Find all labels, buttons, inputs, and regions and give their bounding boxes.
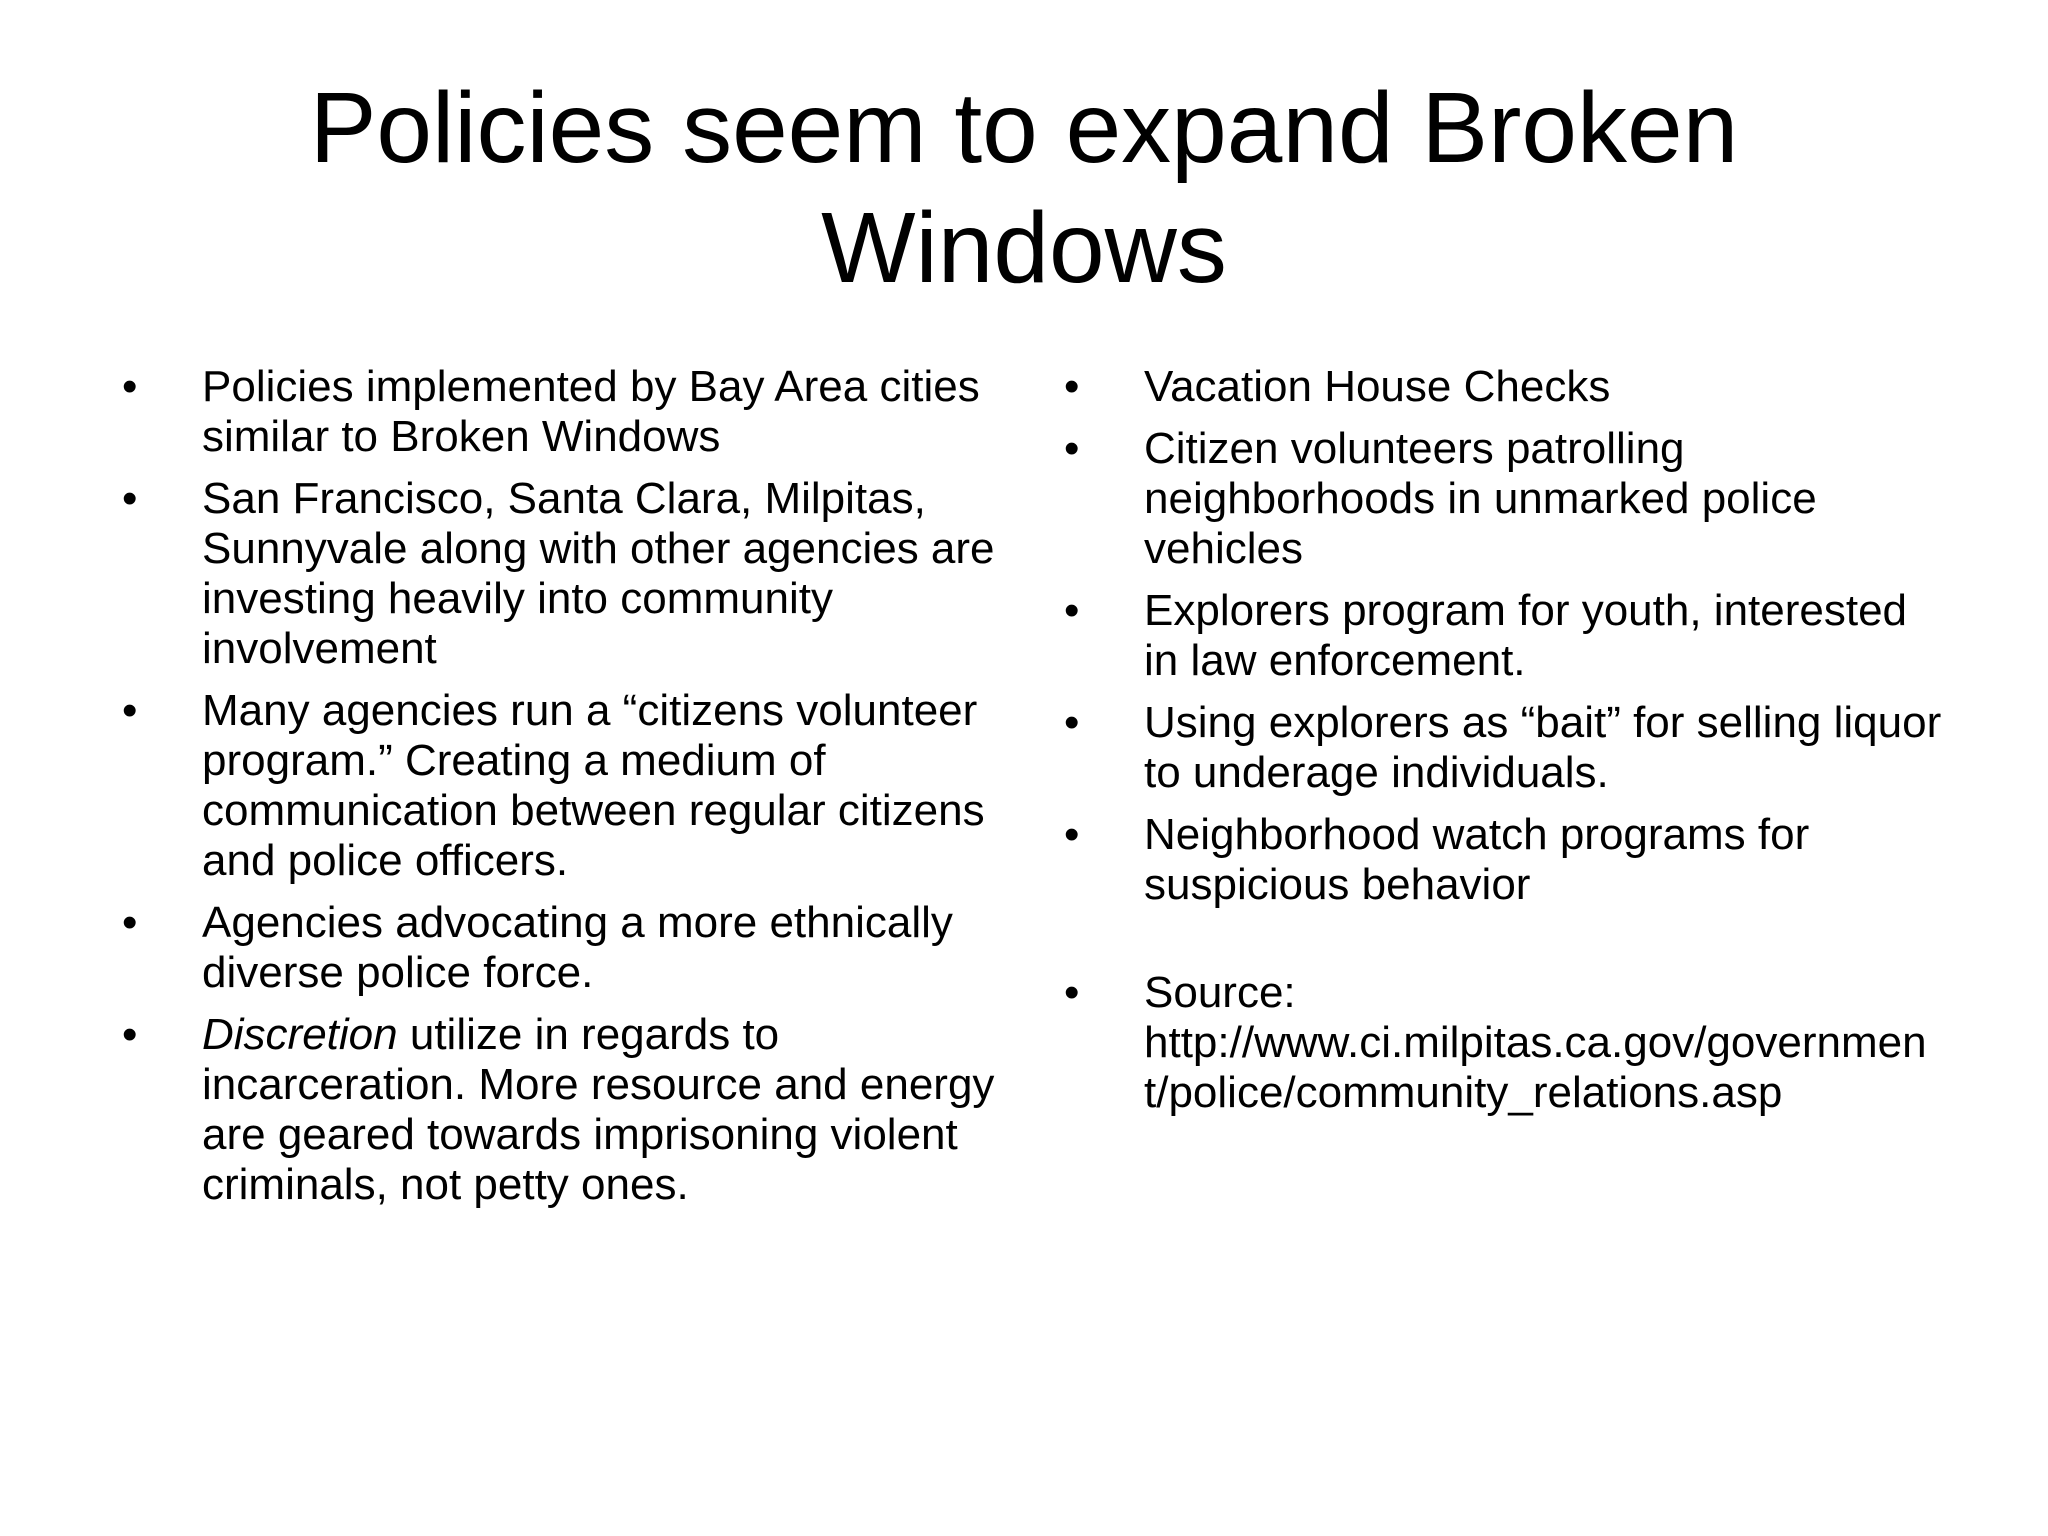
left-bullet-list — [122, 362, 1002, 1222]
bullet-text: Many agencies run a “citizens volunteer program.” Creating a medium of communication between regular citizens and police officers. — [202, 686, 985, 885]
bullet-text: Policies implemented by Bay Area cities similar to Broken Windows — [202, 362, 980, 461]
bullet-text — [202, 1010, 1002, 1210]
bullet-text: Agencies advocating a more ethnically diverse police force. — [202, 898, 953, 997]
bullet-text: Explorers program for youth, interested in law enforcement. — [1144, 586, 1908, 685]
right-bullet-item-4 — [1064, 698, 1946, 798]
left-bullet-item-3 — [122, 686, 1002, 886]
bullet-text: Using explorers as “bait” for selling liquor to underage individuals. — [1144, 698, 1942, 797]
bullet-dot-icon: • — [1064, 698, 1080, 747]
bullet-text: Vacation House Checks — [1144, 362, 1611, 411]
slide-title: Policies seem to expand Broken Windows — [309, 72, 1739, 304]
bullet-text: San Francisco, Santa Clara, Milpitas, Sunnyvale along with other agencies are investing heavily into community involvement — [202, 474, 995, 673]
bullet-dot-icon: • — [1064, 424, 1080, 473]
bullet-dot-icon: • — [1064, 810, 1080, 859]
right-bullet-item-1 — [1064, 362, 1946, 412]
bullet-dot-icon: • — [1064, 362, 1080, 411]
right-bullet-item-3 — [1064, 586, 1946, 686]
bullet-text: Neighborhood watch programs for suspicious behavior — [1144, 810, 1810, 909]
source-bullet-item — [1064, 968, 1946, 1118]
bullet-dot-icon: • — [1064, 968, 1080, 1017]
bullet-dot-icon: • — [1064, 586, 1080, 635]
left-bullet-item-5 — [122, 1010, 1002, 1210]
right-bullet-item-2 — [1064, 424, 1946, 574]
source-label: Source: — [1144, 968, 1296, 1017]
right-bullet-item-5 — [1064, 810, 1946, 910]
left-bullet-item-4 — [122, 898, 1002, 998]
bullet-dot-icon: • — [122, 362, 138, 411]
bullet-dot-icon: • — [122, 686, 138, 735]
bullet-text: Citizen volunteers patrolling neighborhoods in unmarked police vehicles — [1144, 424, 1817, 573]
discretion-rest-text: utilize in regards to incarceration. More resource and energy are geared towards imprisoning violent criminals, not petty ones. — [202, 1010, 995, 1209]
bullet-dot-icon: • — [122, 474, 138, 523]
discretion-emphasis: Discretion — [202, 1010, 398, 1059]
bullet-dot-icon: • — [122, 1010, 138, 1059]
left-bullet-item-1 — [122, 362, 1002, 462]
right-bullet-list — [1064, 362, 1946, 1130]
left-bullet-item-2 — [122, 474, 1002, 674]
source-url: http://www.ci.milpitas.ca.gov/government/police/community_relations.asp — [1144, 1018, 1927, 1117]
bullet-dot-icon: • — [122, 898, 138, 947]
